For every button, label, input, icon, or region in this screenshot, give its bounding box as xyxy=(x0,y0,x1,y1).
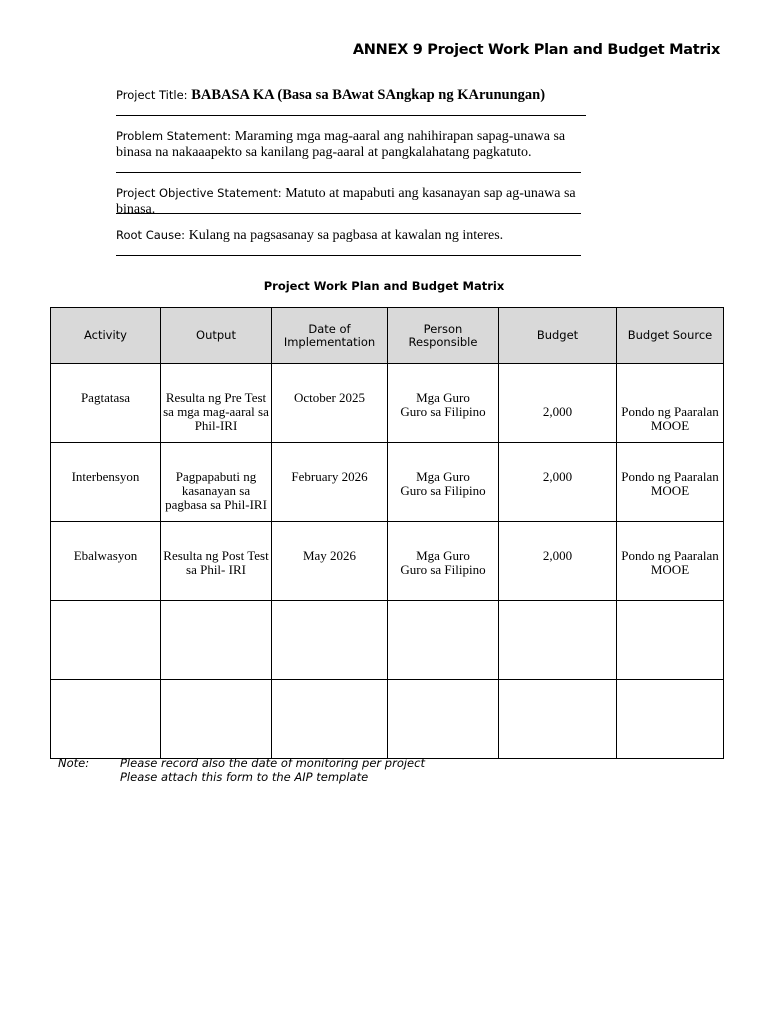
note-line-1: Please record also the date of monitoring per project xyxy=(120,756,425,770)
header-output: Output xyxy=(161,308,272,364)
activity-cell: Pagtatasa xyxy=(51,364,161,443)
activity-cell: Interbensyon xyxy=(51,443,161,522)
person-responsible-cell xyxy=(388,680,499,759)
note-block xyxy=(58,756,425,784)
activity-cell xyxy=(51,680,161,759)
table-row xyxy=(51,364,724,443)
header-date-of-implementation: Date of Implementation xyxy=(272,308,388,364)
table-row xyxy=(51,680,724,759)
person-responsible-cell: Mga Guro Guro sa Filipino xyxy=(388,443,499,522)
date-cell: October 2025 xyxy=(272,364,388,443)
problem-statement-rule xyxy=(116,172,581,173)
date-cell: February 2026 xyxy=(272,443,388,522)
header-activity: Activity xyxy=(51,308,161,364)
work-plan-table xyxy=(50,307,724,759)
header-budget: Budget xyxy=(499,308,617,364)
root-cause-rule xyxy=(116,255,581,256)
person-responsible-cell xyxy=(388,601,499,680)
project-title-label: Project Title: xyxy=(116,88,192,102)
problem-statement-field xyxy=(116,128,586,161)
problem-statement-value: Maraming mga mag-aaral ang nahihirapan sapag-unawa sa binasa na nakaaapekto sa kanilang pag-aaral at pangkalahatang pagkatuto. xyxy=(116,129,566,160)
activity-cell: Ebalwasyon xyxy=(51,522,161,601)
budget-source-cell: Pondo ng Paaralan MOOE xyxy=(617,443,724,522)
budget-source-cell xyxy=(617,680,724,759)
objective-statement-label: Project Objective Statement: xyxy=(116,186,286,200)
objective-statement-rule xyxy=(116,213,581,214)
budget-cell xyxy=(499,601,617,680)
budget-cell: 2,000 xyxy=(499,364,617,443)
objective-statement-value: Matuto at mapabuti ang kasanayan sap ag-unawa sa binasa. xyxy=(116,186,576,217)
note-label: Note: xyxy=(58,756,90,770)
root-cause-field xyxy=(116,227,586,244)
budget-source-cell: Pondo ng Paaralan MOOE xyxy=(617,364,724,443)
header-person-responsible: Person Responsible xyxy=(388,308,499,364)
person-responsible-cell: Mga Guro Guro sa Filipino xyxy=(388,522,499,601)
date-cell xyxy=(272,680,388,759)
date-cell xyxy=(272,601,388,680)
activity-cell xyxy=(51,601,161,680)
root-cause-label: Root Cause: xyxy=(116,228,189,242)
budget-cell: 2,000 xyxy=(499,522,617,601)
budget-source-cell xyxy=(617,601,724,680)
budget-source-cell: Pondo ng Paaralan MOOE xyxy=(617,522,724,601)
output-cell xyxy=(161,601,272,680)
root-cause-value: Kulang na pagsasanay sa pagbasa at kawalan ng interes. xyxy=(188,228,504,243)
table-row xyxy=(51,601,724,680)
table-header-row xyxy=(51,308,724,364)
project-title-value: BABASA KA (Basa sa BAwat SAngkap ng KArunungan) xyxy=(191,87,546,103)
output-cell: Resulta ng Pre Test sa mga mag-aaral sa Phil-IRI xyxy=(161,364,272,443)
budget-cell xyxy=(499,680,617,759)
note-line-2: Please attach this form to the AIP template xyxy=(120,770,369,784)
table-row xyxy=(51,522,724,601)
output-cell: Pagpapabuti ng kasanayan sa pagbasa sa Phil-IRI xyxy=(161,443,272,522)
matrix-title: Project Work Plan and Budget Matrix xyxy=(263,279,505,293)
project-title-rule xyxy=(116,115,586,116)
annex-title: ANNEX 9 Project Work Plan and Budget Matrix xyxy=(352,42,720,58)
table-row xyxy=(51,443,724,522)
output-cell xyxy=(161,680,272,759)
person-responsible-cell: Mga Guro Guro sa Filipino xyxy=(388,364,499,443)
budget-cell: 2,000 xyxy=(499,443,617,522)
output-cell: Resulta ng Post Test sa Phil- IRI xyxy=(161,522,272,601)
date-cell: May 2026 xyxy=(272,522,388,601)
project-title-field xyxy=(116,87,586,104)
header-budget-source: Budget Source xyxy=(617,308,724,364)
problem-statement-label: Problem Statement: xyxy=(116,129,235,143)
